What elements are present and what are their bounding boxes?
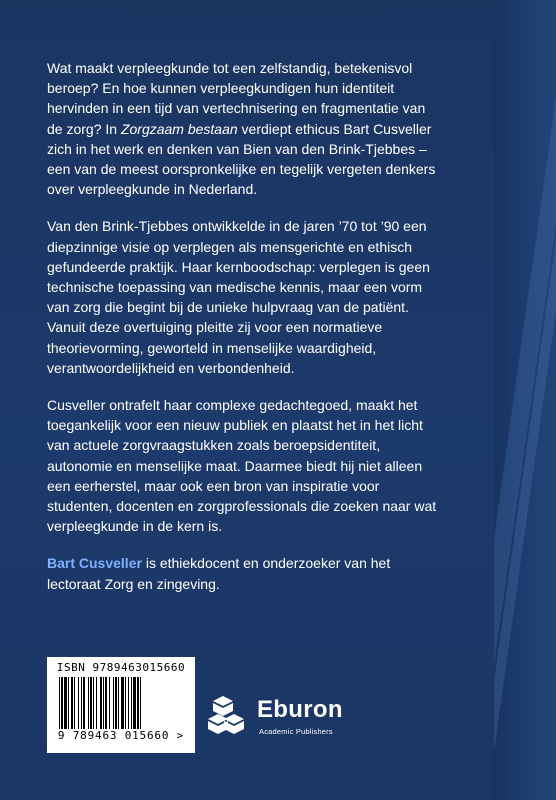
barcode-bar <box>128 677 129 729</box>
author-name: Bart Cusveller <box>47 555 142 572</box>
barcode-bar <box>61 677 63 729</box>
publisher-logo <box>205 690 375 750</box>
barcode-bar <box>137 677 139 729</box>
barcode-bar <box>103 677 104 729</box>
barcode-bar <box>100 677 102 729</box>
paragraph-intro: Wat maakt verpleegkunde tot een zelfstandig, betekenisvol beroep? En hoe kunnen verpleegkundigen hun identiteit hervinden in een tijd van vertechnisering en fragmentatie van de zorg? In Zorgzaam bestaan verdiept ethicus Bart Cusveller zich in het werk en denken van Bien van den Brink-Tjebbes – een van de meest oorspronkelijke en tegelijk vergeten denkers over verpleegkunde in Nederland. <box>47 60 436 198</box>
paragraph-vision: Van den Brink-Tjebbes ontwikkelde in de jaren ’70 tot ’90 een diepzinnige visie op verplegen als mensgerichte en ethisch gefundeerde praktijk. Haar kernboodschap: verplegen is geen technische toepassing van medische kennis, maar een vorm van zorg die begint bij de unieke hulpvraag van de patiënt. Vanuit deze overtuiging pleitte zij voor een normatieve theorievorming, geworteld in menselijke waardigheid, verantwoordelijkheid en verbondenheid. <box>47 218 430 376</box>
stacked-blocks-icon <box>205 694 251 740</box>
barcode-bar <box>109 677 110 729</box>
barcode-bar <box>68 677 69 729</box>
barcode-bar <box>93 677 94 729</box>
barcode-bar <box>88 677 89 729</box>
barcode-bar <box>78 677 79 729</box>
barcode-bar <box>118 677 119 729</box>
barcode-digits: 9 789463 015660 > <box>57 729 185 742</box>
barcode-bar <box>133 677 136 729</box>
barcode <box>47 657 195 753</box>
author-bio: Bart Cusveller is ethiekdocent en onderzoeker van het lectoraat Zorg en zingeving. <box>47 555 391 592</box>
barcode-bar <box>64 677 67 729</box>
barcode-bar <box>113 677 114 729</box>
spine-edge <box>494 0 556 800</box>
barcode-bar <box>115 677 117 729</box>
barcode-bar <box>125 677 126 729</box>
barcode-bar <box>96 677 97 729</box>
publisher-name: Eburon <box>257 696 343 723</box>
barcode-bars <box>55 677 187 729</box>
isbn-label: ISBN 9789463015660 <box>56 661 186 674</box>
barcode-bar <box>131 677 132 729</box>
book-title-italic: Zorgzaam bestaan <box>120 120 238 137</box>
barcode-bar <box>71 677 73 729</box>
barcode-bar <box>105 677 107 729</box>
barcode-bar <box>83 677 85 729</box>
barcode-bar <box>90 677 92 729</box>
barcode-bar <box>140 677 141 729</box>
barcode-bar <box>74 677 75 729</box>
barcode-bar <box>121 677 124 729</box>
publisher-subtitle: Academic Publishers <box>259 727 333 736</box>
barcode-bar <box>81 677 82 729</box>
barcode-bar <box>59 677 60 729</box>
paragraph-cusveller: Cusveller ontrafelt haar complexe gedachtegoed, maakt het toegankelijk voor een nieuw publiek en plaatst het in het licht van actuele zorgvraagstukken zoals beroepsidentiteit, autonomie en menselijke maat. Daarmee biedt hij niet alleen een eerherstel, maar ook een bron van inspiratie voor studenten, docenten en zorgprofessionals die zoeken naar wat verpleegkunde in de kern is. <box>47 397 437 535</box>
blurb-text <box>47 58 442 611</box>
